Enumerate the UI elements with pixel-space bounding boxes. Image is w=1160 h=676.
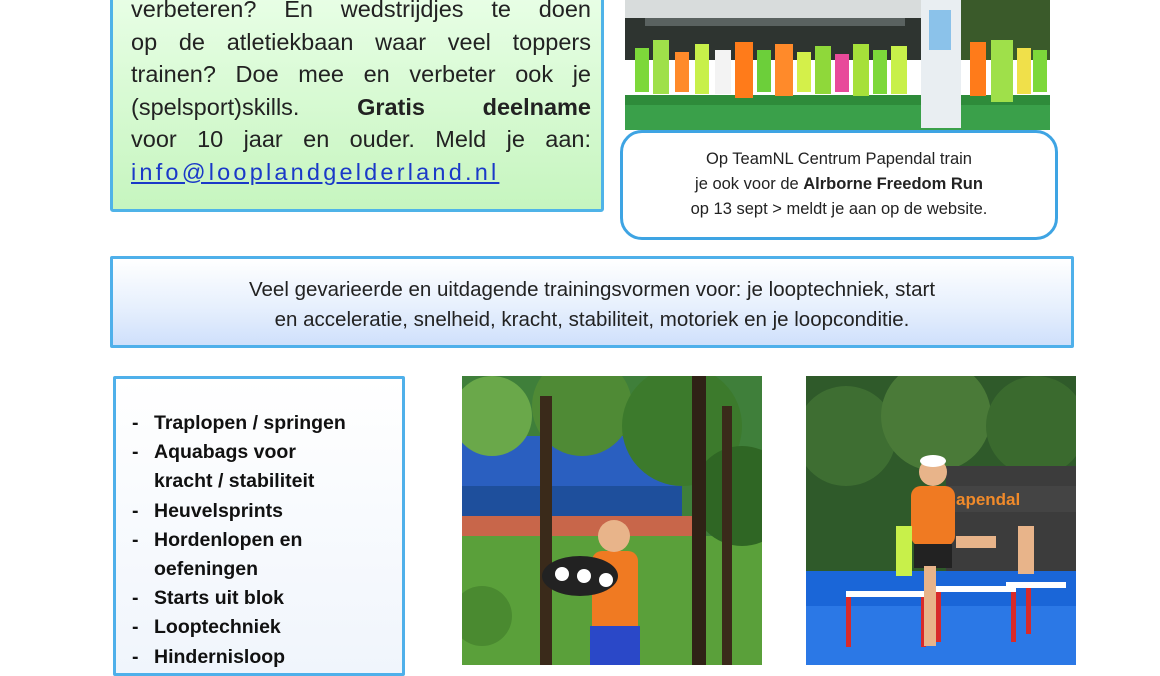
list-item: kracht / stabiliteit — [154, 470, 315, 493]
list-item: - Heuvelsprints — [132, 497, 346, 526]
list-item: - Hindernisloop — [132, 643, 346, 672]
caption-box — [620, 130, 1058, 240]
intro-line: op de atletiekbaan waar veel toppers — [131, 28, 591, 55]
caption-line-2-plain: je ook voor de — [695, 175, 804, 193]
caption-line-3: op 13 sept > meldt je aan op de website. — [690, 200, 988, 218]
caption-line-1: Op TeamNL Centrum Papendal train — [706, 150, 972, 168]
aquabag-photo — [462, 376, 762, 665]
banner-line-1: Veel gevarieerde en uitdagende trainingsvormen voor: je looptechniek, start — [248, 278, 936, 301]
intro-box — [110, 0, 604, 212]
freedom-run-label: Alrborne Freedom Run — [803, 175, 983, 193]
list-item: - Starts uit blok — [132, 584, 346, 613]
intro-line: voor 10 jaar en ouder. Meld je aan: — [131, 126, 591, 152]
intro-text — [131, 0, 591, 188]
free-participation-label: Gratis deelname — [357, 93, 591, 120]
email-line — [131, 156, 591, 189]
training-banner — [110, 256, 1074, 348]
email-link[interactable]: info@looplandgelderland.nl — [131, 158, 500, 185]
list-item: oefeningen — [154, 558, 259, 581]
list-item: - Aquabags voor — [132, 438, 346, 467]
activities-list — [132, 409, 346, 672]
list-item: - Looptechniek — [132, 613, 346, 642]
intro-line: trainen? Doe mee en verbeter ook je — [131, 61, 591, 87]
list-item: - Traplopen / springen — [132, 409, 346, 438]
list-item: - Hordenlopen en — [132, 526, 346, 555]
intro-line-4 — [131, 91, 591, 124]
intro-line-4-plain: (spelsport)skills. — [131, 93, 358, 120]
intro-line: verbeteren? En wedstrijdjes te doen — [131, 0, 591, 22]
banner-line-2: en acceleratie, snelheid, kracht, stabiliteit, motoriek en je loopconditie. — [274, 308, 910, 331]
caption-line-2 — [623, 172, 1055, 197]
hurdles-photo — [806, 376, 1076, 665]
group-photo — [625, 0, 1050, 130]
papendal-sign: apendal — [956, 490, 1021, 509]
activities-box — [113, 376, 405, 676]
